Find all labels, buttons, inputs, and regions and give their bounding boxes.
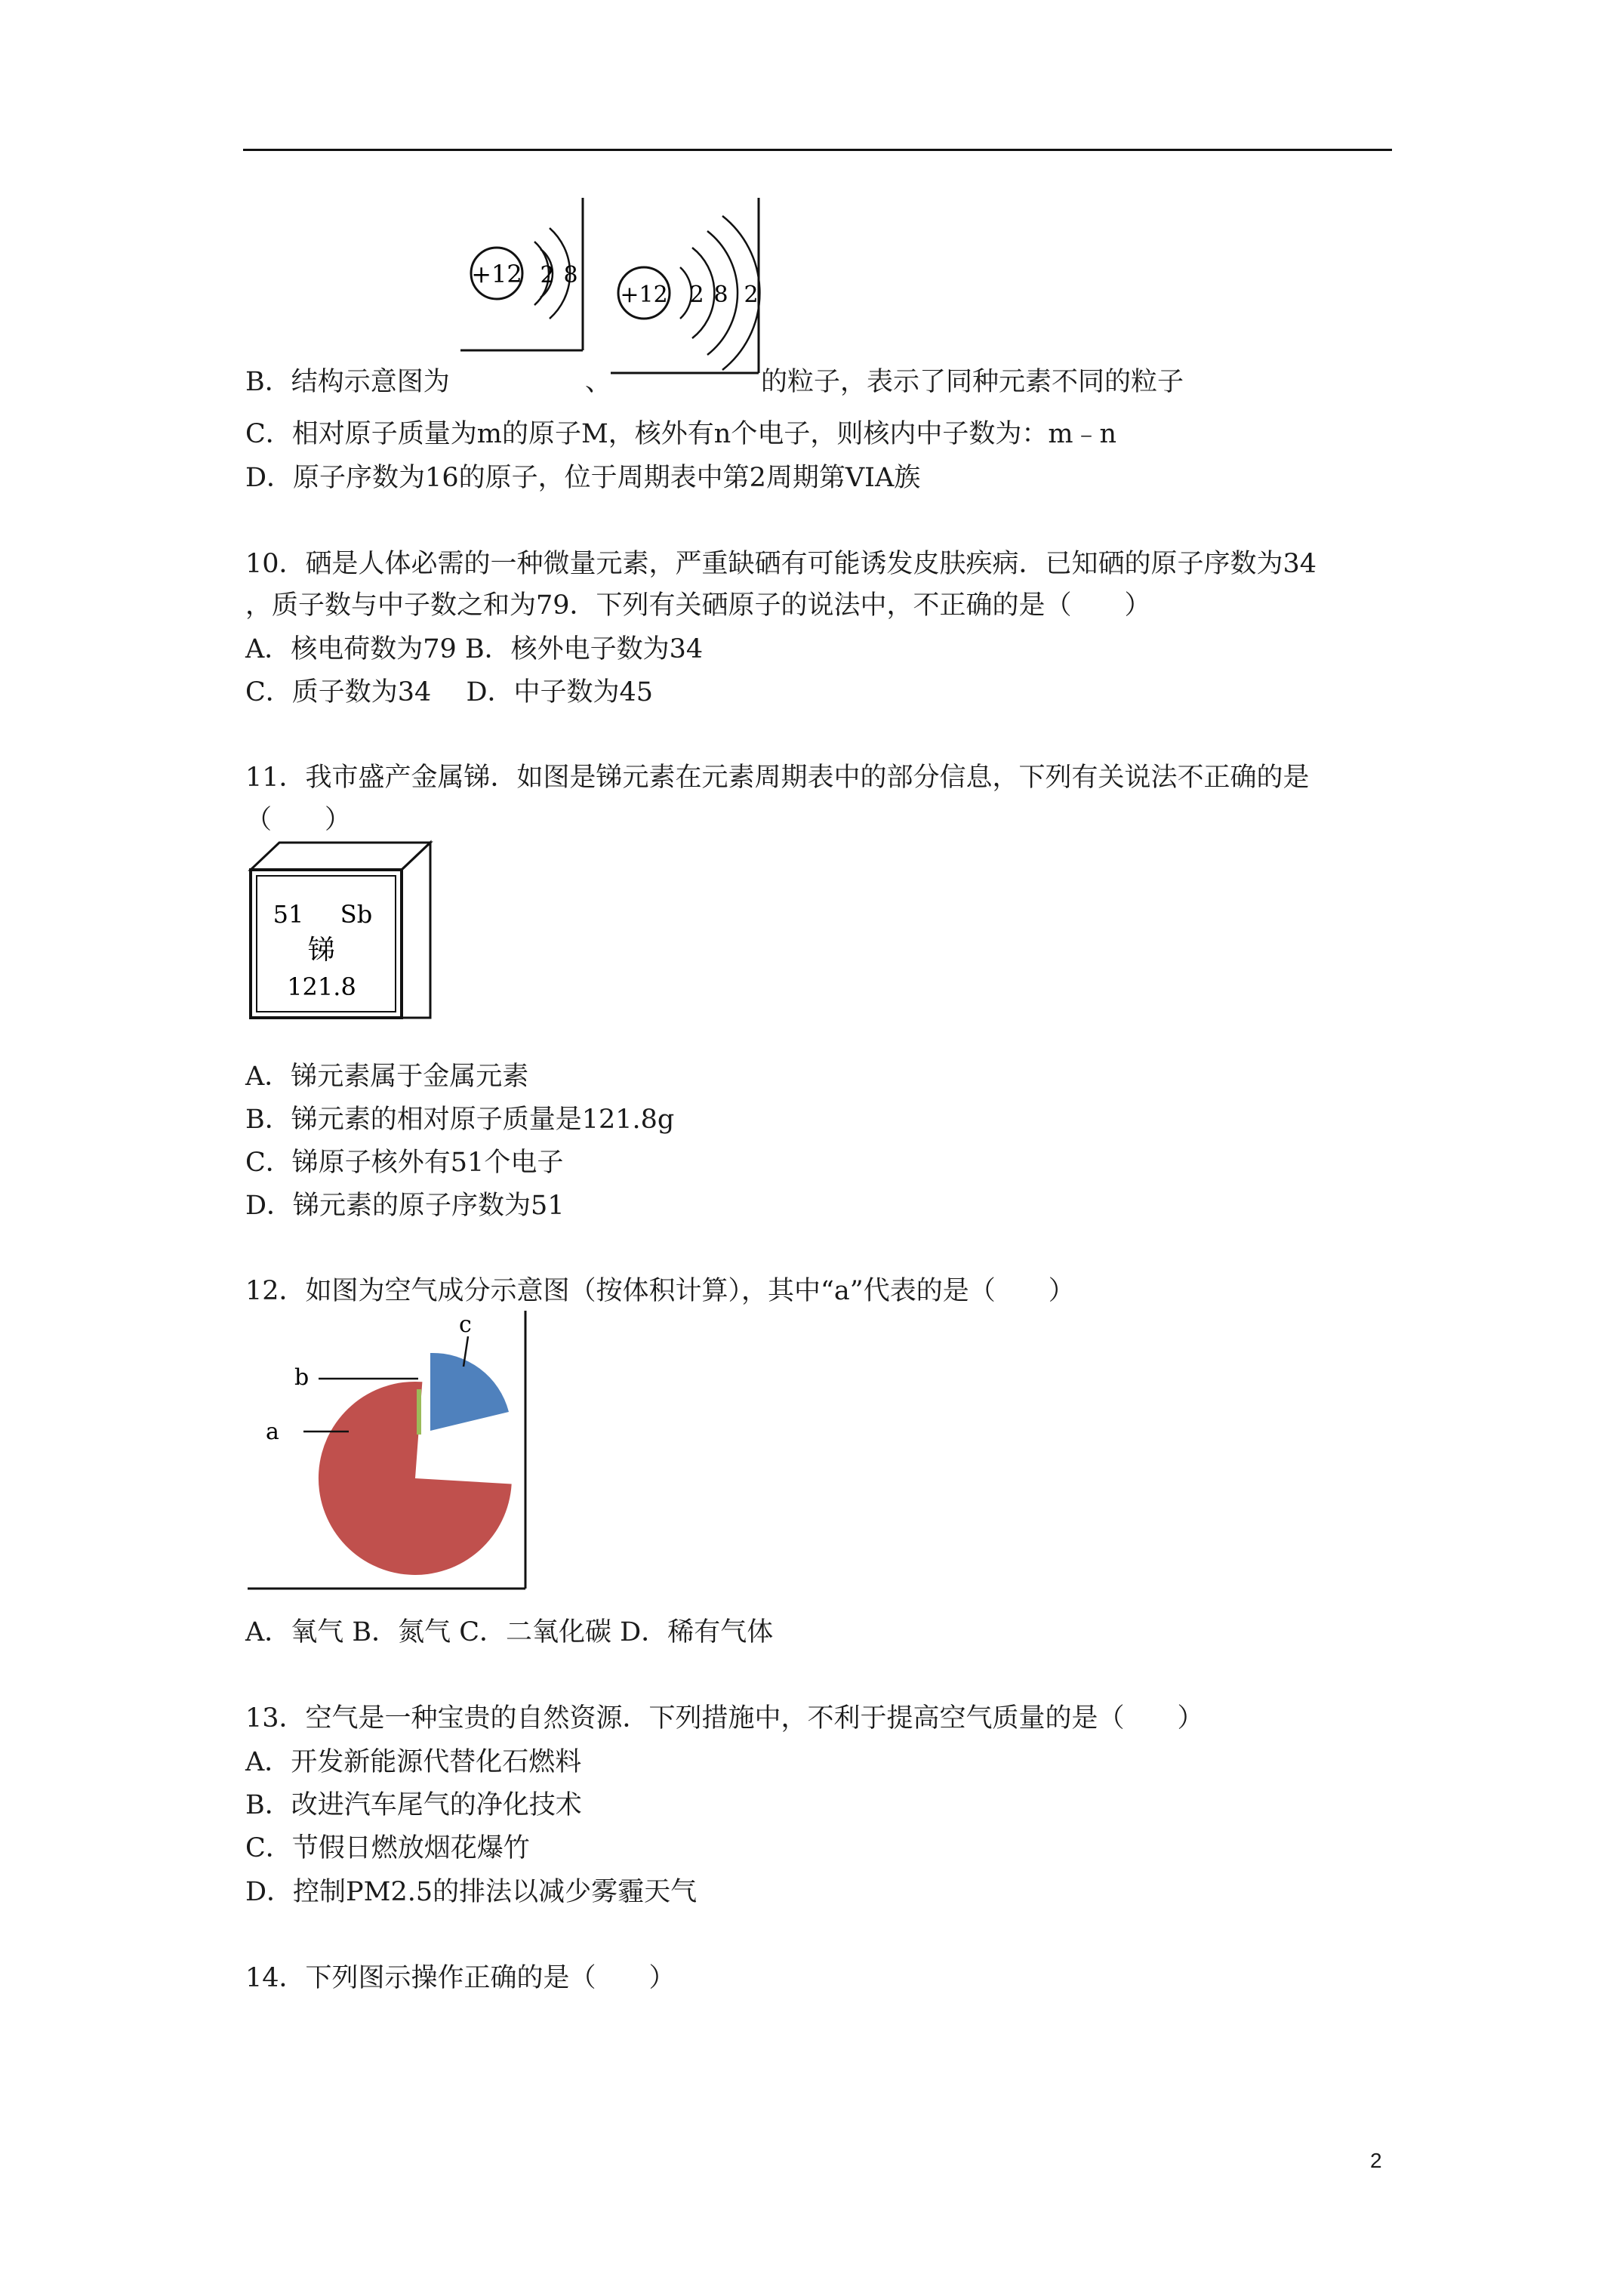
q11-stem-line1: 11．我市盛产金属锑．如图是锑元素在元素周期表中的部分信息，下列有关说法不正确的是 bbox=[245, 763, 1310, 793]
element-symbol: Sb bbox=[340, 900, 373, 929]
shell2-count: 8 bbox=[563, 262, 578, 288]
q12-stem: 12．如图为空气成分示意图（按体积计算），其中“a”代表的是（ ） bbox=[245, 1276, 1075, 1306]
air-composition-pie bbox=[243, 1306, 530, 1593]
q14-stem: 14．下列图示操作正确的是（ ） bbox=[245, 1963, 676, 1993]
q11-option-b: B．锑元素的相对原子质量是121.8g bbox=[245, 1105, 675, 1135]
element-name: 锑 bbox=[307, 935, 336, 966]
atomic-number: 51 bbox=[273, 900, 304, 929]
pie-slice-c bbox=[430, 1353, 509, 1431]
q11-option-d: D．锑元素的原子序数为51 bbox=[245, 1191, 565, 1221]
nucleus-charge-label: +12 bbox=[471, 260, 522, 288]
header-rule bbox=[243, 149, 1392, 151]
pie-label-b: b bbox=[294, 1364, 310, 1391]
shell1-count: 2 bbox=[540, 262, 555, 288]
pie-label-c: c bbox=[459, 1311, 472, 1338]
q9-option-b-separator: 、 bbox=[585, 367, 612, 397]
periodic-table-cell bbox=[246, 840, 435, 1025]
q13-option-d: D．控制PM2.5的排法以减少雾霾天气 bbox=[245, 1877, 698, 1907]
shell1-count: 2 bbox=[689, 282, 704, 308]
pie-slice-b bbox=[417, 1389, 421, 1435]
atom-structure-diagram-1 bbox=[453, 195, 589, 353]
atom-structure-diagram-2 bbox=[608, 195, 766, 376]
q9-option-b-suffix: 的粒子，表示了同种元素不同的粒子 bbox=[761, 367, 1184, 397]
q11-option-a: A．锑元素属于金属元素 bbox=[245, 1062, 529, 1092]
page-number: 2 bbox=[1370, 2149, 1382, 2172]
shell3-count: 2 bbox=[744, 282, 759, 308]
atomic-mass: 121.8 bbox=[287, 972, 356, 1001]
nucleus-charge-label: +12 bbox=[620, 282, 668, 308]
q9-option-d: D．原子序数为16的原子，位于周期表中第2周期第VIA族 bbox=[245, 463, 921, 493]
q10-stem-line2: ，质子数与中子数之和为79．下列有关硒原子的说法中，不正确的是（ ） bbox=[245, 590, 1151, 621]
q13-option-c: C．节假日燃放烟花爆竹 bbox=[245, 1833, 530, 1863]
q10-options-line2: C．质子数为34 D．中子数为45 bbox=[245, 677, 654, 707]
q12-options: A．氧气 B．氮气 C．二氧化碳 D．稀有气体 bbox=[245, 1617, 774, 1647]
q13-stem: 13．空气是一种宝贵的自然资源．下列措施中，不利于提高空气质量的是（ ） bbox=[245, 1703, 1204, 1734]
q13-option-b: B．改进汽车尾气的净化技术 bbox=[245, 1790, 582, 1820]
q13-option-a: A．开发新能源代替化石燃料 bbox=[245, 1747, 582, 1777]
q11-option-c: C．锑原子核外有51个电子 bbox=[245, 1148, 564, 1178]
q9-option-c: C．相对原子质量为m的原子M，核外有n个电子，则核内中子数为：m﹣n bbox=[245, 419, 1117, 449]
pie-label-a: a bbox=[266, 1419, 279, 1445]
shell2-count: 8 bbox=[713, 282, 728, 308]
q10-options-line1: A．核电荷数为79 B．核外电子数为34 bbox=[245, 634, 704, 664]
q9-option-b-prefix: B．结构示意图为 bbox=[245, 367, 450, 397]
q10-stem-line1: 10．硒是人体必需的一种微量元素，严重缺硒有可能诱发皮肤疾病．已知硒的原子序数为34 bbox=[245, 549, 1317, 579]
q11-stem-line2: （ ） bbox=[245, 805, 352, 835]
